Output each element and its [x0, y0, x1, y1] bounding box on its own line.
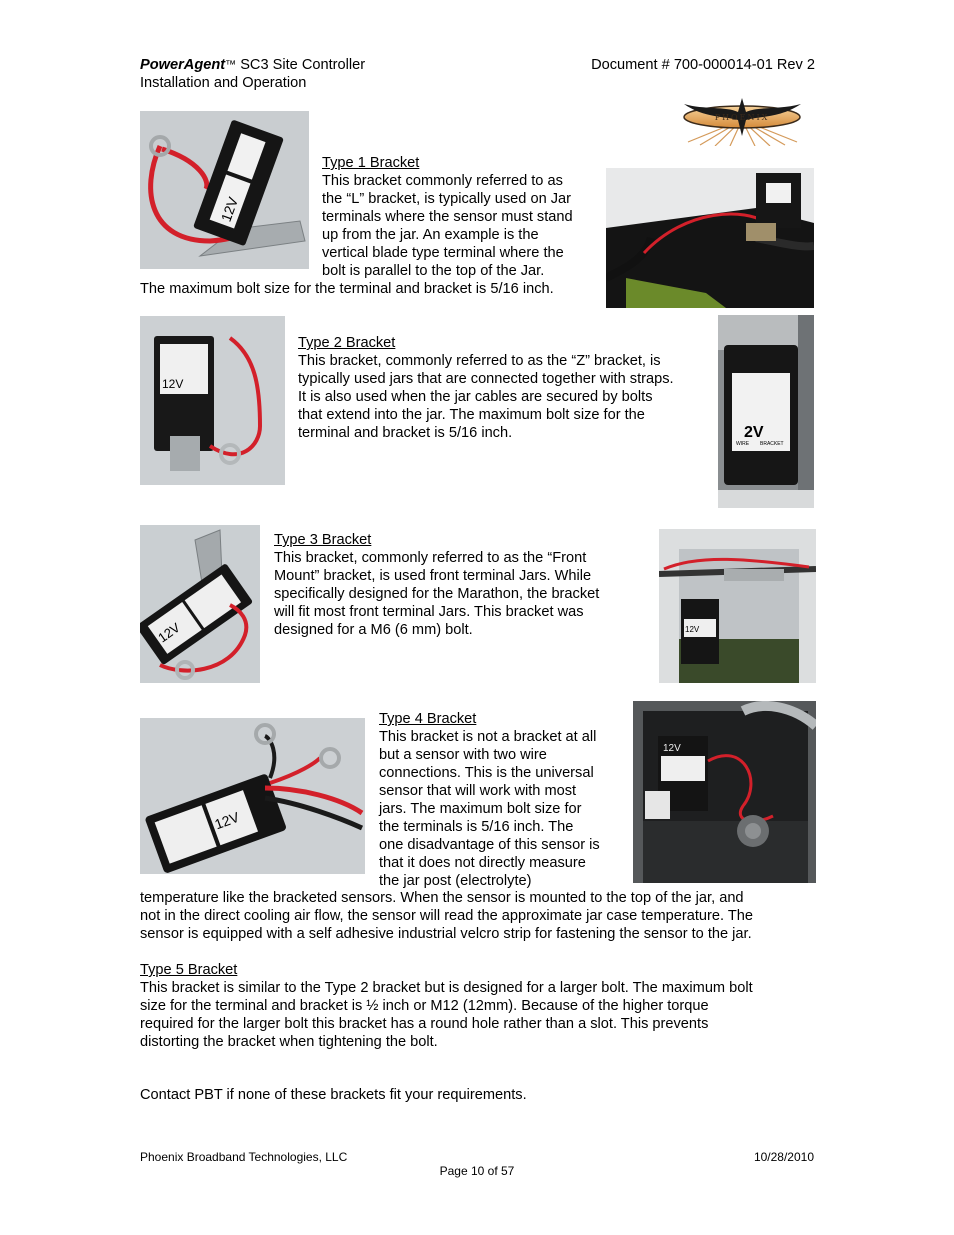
- type2-line: typically used jars that are connected together with straps.: [298, 371, 674, 387]
- type1-line: terminals where the sensor must stand: [322, 209, 573, 225]
- type2-line: terminal and bracket is 5/16 inch.: [298, 425, 513, 441]
- type4-line: sensor that will work with most: [379, 783, 577, 799]
- type3-line: Mount” bracket, is used front terminal Jars. While: [274, 568, 592, 584]
- type3-title: Type 3 Bracket: [274, 532, 372, 548]
- type1-line: bolt is parallel to the top of the Jar.: [322, 263, 545, 279]
- type5-line: required for the larger bolt this bracket has a round hole rather than a slot. This prevents: [140, 1016, 709, 1032]
- type4-tail-line: temperature like the bracketed sensors. When the sensor is mounted to the top of the jar, and: [140, 890, 744, 906]
- type2-line: that extend into the jar. The maximum bolt size for the: [298, 407, 645, 423]
- type4-tail-line: not in the direct cooling air flow, the sensor will read the approximate jar case temperature. The: [140, 908, 753, 924]
- type2-bracket-photo: [140, 316, 285, 485]
- type4-tail-line: sensor is equipped with a self adhesive industrial velcro strip for fastening the sensor to the jar.: [140, 926, 752, 942]
- type4-line: that it does not directly measure: [379, 855, 586, 871]
- type5-text: [140, 961, 753, 1051]
- contact-note: Contact PBT if none of these brackets fit your requirements.: [140, 1087, 527, 1103]
- type1-line: vertical blade type terminal where the: [322, 245, 564, 261]
- type2-installed-photo: [718, 315, 814, 508]
- product-name: PowerAgent: [140, 57, 226, 73]
- phoenix-logo: [680, 90, 805, 146]
- type4-line: the jar post (electrolyte): [379, 873, 532, 889]
- sensor-label-12v: 12V: [155, 619, 183, 646]
- type1-line: the “L” bracket, is typically used on Jar: [322, 191, 572, 207]
- type3-line: designed for a M6 (6 mm) bolt.: [274, 622, 473, 638]
- type2-title: Type 2 Bracket: [298, 335, 396, 351]
- type2-text: [298, 334, 674, 442]
- sensor-label-12v: 12V: [212, 808, 242, 833]
- type1-line: This bracket commonly referred to as: [322, 173, 563, 189]
- type1-tail: The maximum bolt size for the terminal and bracket is 5/16 inch.: [140, 281, 554, 297]
- type4-line: connections. This is the universal: [379, 765, 594, 781]
- type4-tail: [140, 889, 753, 943]
- header-subtitle: Installation and Operation: [140, 75, 307, 91]
- type1-line: up from the jar. An example is the: [322, 227, 539, 243]
- type3-line: will fit most front terminal Jars. This bracket was: [274, 604, 584, 620]
- type3-line: specifically designed for the Marathon, the bracket: [274, 586, 600, 602]
- type4-installed-photo: [633, 701, 816, 883]
- type4-title: Type 4 Bracket: [379, 711, 477, 727]
- type3-line: This bracket, commonly referred to as the “Front: [274, 550, 587, 566]
- type1-text: [322, 154, 573, 280]
- type5-line: distorting the bracket when tightening the bolt.: [140, 1034, 438, 1050]
- sensor-label-12v: 12V: [217, 194, 242, 224]
- type5-title: Type 5 Bracket: [140, 962, 238, 978]
- sensor-label-wire: WIRE: [736, 441, 750, 447]
- type5-line: size for the terminal and bracket is ½ inch or M12 (12mm). Because of the higher torque: [140, 998, 709, 1014]
- document-number: Document # 700-000014-01 Rev 2: [591, 57, 815, 73]
- sensor-label-12v: 12V: [162, 377, 184, 391]
- type4-line: This bracket is not a bracket at all: [379, 729, 597, 745]
- logo-text: PHOENIX: [714, 113, 770, 122]
- type4-sensor-photo: [140, 718, 365, 874]
- type4-line: jars. The maximum bolt size for: [379, 801, 582, 817]
- type3-bracket-photo: [140, 525, 260, 683]
- header-title: [140, 56, 365, 74]
- sensor-label-12v: 12V: [685, 625, 700, 634]
- type3-text: [274, 531, 599, 639]
- type1-title: Type 1 Bracket: [322, 155, 420, 171]
- type2-line: It is also used when the jar cables are secured by bolts: [298, 389, 653, 405]
- sensor-label-2v: 2V: [744, 424, 764, 441]
- product-rest: SC3 Site Controller: [236, 57, 366, 73]
- page-number: Page 10 of 57: [439, 1164, 515, 1178]
- sensor-label-12v: 12V: [663, 743, 681, 754]
- type4-text: [379, 710, 600, 890]
- type4-line: the terminals is 5/16 inch. The: [379, 819, 574, 835]
- type4-line: one disadvantage of this sensor is: [379, 837, 600, 853]
- footer-company: Phoenix Broadband Technologies, LLC: [140, 1150, 348, 1164]
- sensor-label-bracket: BRACKET: [760, 441, 784, 447]
- type2-line: This bracket, commonly referred to as the “Z” bracket, is: [298, 353, 661, 369]
- type3-installed-photo: [659, 529, 816, 683]
- type5-line: This bracket is similar to the Type 2 bracket but is designed for a larger bolt. The maximum bolt: [140, 980, 753, 996]
- type1-bracket-photo: [140, 111, 309, 269]
- type4-line: but a sensor with two wire: [379, 747, 547, 763]
- type1-installed-photo: [606, 168, 814, 308]
- footer-date: 10/28/2010: [753, 1150, 814, 1164]
- trademark: ™: [225, 59, 237, 71]
